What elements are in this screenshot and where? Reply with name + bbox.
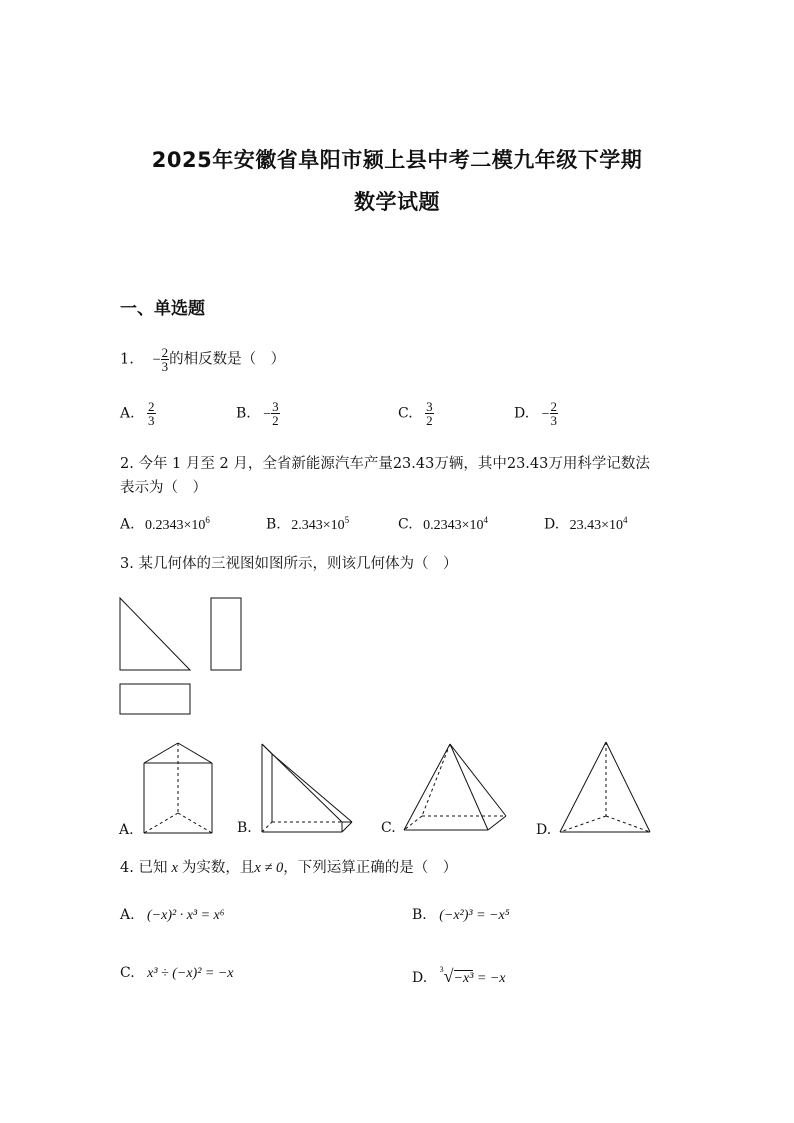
option-label: B.	[412, 907, 427, 923]
q3-option-c-solid[interactable]	[400, 740, 510, 836]
variable: x	[171, 860, 178, 876]
q3-option-d-label: D.	[536, 822, 552, 838]
fraction	[271, 400, 280, 427]
exponent: 4	[483, 515, 489, 525]
q4-option-d[interactable]	[412, 965, 506, 987]
option-label: A.	[120, 516, 135, 533]
radical-sign: √	[443, 966, 454, 986]
fraction	[161, 346, 170, 373]
option-value: 2.343×10	[291, 517, 345, 533]
q1-option-b[interactable]	[236, 400, 280, 427]
fraction-denominator: 2	[426, 413, 433, 428]
option-label: B.	[266, 516, 281, 533]
root-index: 3	[439, 965, 444, 974]
option-label: C.	[398, 516, 413, 533]
three-view-diagram	[118, 596, 244, 718]
q2-option-d[interactable]	[544, 515, 628, 534]
question-2-line-2: 表示为（ ）	[120, 480, 207, 496]
fraction-numerator: 3	[272, 399, 279, 414]
q3-option-b-solid[interactable]	[256, 740, 358, 836]
option-expression: (−x)² · x³ = x⁶	[147, 908, 225, 923]
fraction	[425, 400, 434, 427]
question-3-stem: 3. 某几何体的三视图如图所示，则该几何体为（ ）	[120, 556, 458, 572]
question-number: 1.	[120, 351, 134, 368]
fraction-numerator: 2	[148, 399, 155, 414]
q2-option-c[interactable]	[398, 515, 488, 534]
option-label: B.	[236, 405, 251, 422]
exponent: 5	[344, 515, 350, 525]
fraction-numerator: 2	[161, 345, 169, 360]
fraction-denominator: 3	[550, 413, 558, 428]
title-line-2: 数学试题	[354, 190, 440, 214]
fraction	[550, 400, 559, 427]
option-value: 0.2343×10	[423, 517, 484, 533]
q1-option-a[interactable]	[120, 400, 156, 427]
q3-option-d-solid[interactable]	[556, 738, 654, 836]
exponent: 6	[205, 515, 210, 525]
fraction-numerator: 2	[550, 399, 558, 414]
option-label: D.	[514, 405, 530, 422]
q1-option-c[interactable]	[398, 400, 434, 427]
q3-option-a-solid[interactable]	[140, 740, 216, 836]
option-expression: = −x	[473, 971, 506, 986]
option-label: A.	[120, 907, 135, 923]
minus-sign: −	[541, 406, 550, 422]
q4-option-b[interactable]	[412, 907, 510, 924]
stem-text: ，下列运算正确的是（ ）	[283, 860, 458, 876]
question-2-line-1: 2. 今年 1 月至 2 月，全省新能源汽车产量23.43万辆，其中23.43万用科学记数法	[120, 456, 650, 472]
option-expression: x³ ÷ (−x)² = −x	[147, 966, 234, 981]
q2-option-a[interactable]	[120, 515, 210, 534]
radicand: −x³	[453, 971, 474, 986]
exponent: 4	[623, 515, 628, 525]
q3-option-c-label: C.	[381, 820, 396, 836]
q4-option-a[interactable]	[120, 907, 225, 924]
q3-option-a-label: A.	[119, 822, 134, 838]
condition: x ≠ 0	[254, 860, 284, 876]
fraction-denominator: 3	[161, 359, 169, 374]
fraction	[147, 400, 156, 427]
top-view-rectangle	[120, 684, 190, 714]
q1-option-d[interactable]	[514, 400, 558, 427]
question-stem: 的相反数是（ ）	[169, 351, 286, 368]
fraction-numerator: 3	[426, 399, 433, 414]
option-value: 23.43×10	[569, 517, 624, 533]
stem-text: 4. 已知	[120, 860, 168, 876]
question-4-stem	[120, 856, 457, 880]
side-view-rectangle	[211, 598, 241, 670]
fraction-denominator: 3	[148, 413, 155, 428]
fraction-denominator: 2	[272, 413, 279, 428]
option-label: A.	[120, 405, 135, 422]
q4-option-c[interactable]	[120, 965, 234, 982]
option-label: C.	[120, 965, 135, 981]
title-line-1: 2025年安徽省阜阳市颍上县中考二模九年级下学期	[151, 148, 643, 172]
q3-option-b-label: B.	[237, 820, 252, 836]
option-label: D.	[544, 516, 560, 533]
option-value: 0.2343×10	[145, 517, 206, 533]
option-label: C.	[398, 405, 413, 422]
minus-sign: −	[152, 351, 161, 368]
front-view-triangle	[120, 598, 190, 670]
option-label: D.	[412, 970, 428, 986]
question-1	[120, 346, 285, 373]
option-expression: (−x²)³ = −x⁵	[439, 908, 510, 923]
q2-option-b[interactable]	[266, 515, 349, 534]
minus-sign: −	[263, 406, 272, 422]
section-heading: 一、单选题	[120, 299, 205, 319]
stem-text: 为实数，且	[181, 860, 255, 876]
